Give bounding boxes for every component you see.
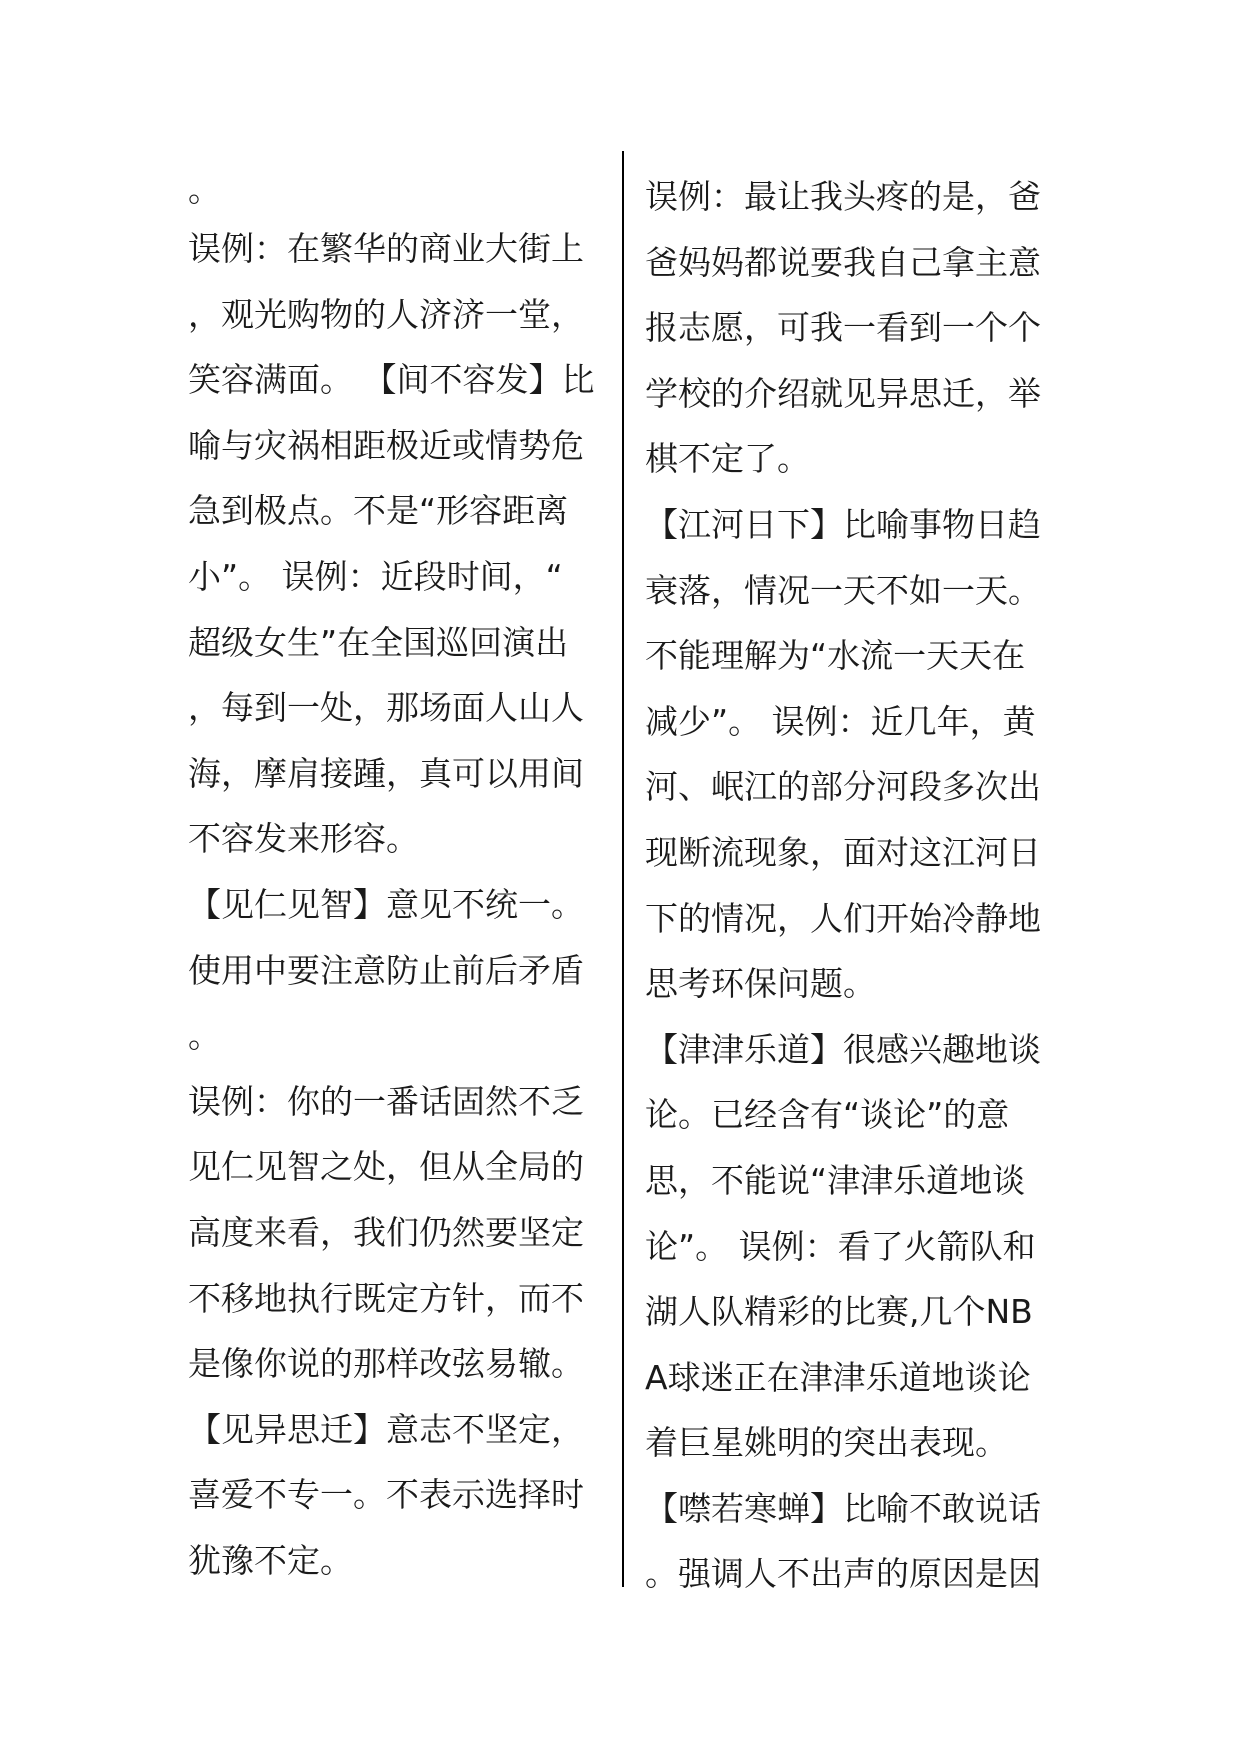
text-line: 笑容满面。 【间不容发】比	[188, 360, 595, 400]
text-line: 急到极点。不是“形容距离	[188, 491, 569, 531]
text-line: 河、岷江的部分河段多次出	[645, 767, 1041, 807]
text-line: 海，摩肩接踵，真可以用间	[188, 753, 584, 793]
text-line: 【江河日下】比喻事物日趋	[645, 504, 1041, 544]
text-line: 学校的介绍就见异思迁，举	[645, 373, 1041, 413]
text-line: 衰落，情况一天不如一天。	[645, 570, 1041, 610]
text-line: 误例：最让我头疼的是，爸	[645, 177, 1041, 216]
text-line: 犹豫不定。	[188, 1540, 353, 1580]
text-line: 思考环保问题。	[645, 964, 876, 1004]
text-line: 小”。 误例：近段时间，“	[188, 556, 563, 596]
text-line: 误例：在繁华的商业大街上	[188, 229, 584, 268]
text-line: 不容发来形容。	[188, 819, 419, 859]
text-line: ，每到一处，那场面人山人	[188, 688, 584, 728]
column-divider	[622, 151, 624, 1587]
text-line: 超级女生”在全国巡回演出	[188, 622, 569, 662]
text-line: 【见仁见智】意见不统一。	[188, 884, 584, 924]
text-line: 。	[188, 1016, 221, 1056]
text-line: 减少”。 误例：近几年，黄	[645, 701, 1036, 741]
text-line: 喜爱不专一。不表示选择时	[188, 1475, 584, 1515]
text-line: ，观光购物的人济济一堂，	[188, 294, 584, 334]
text-line: 棋不定了。	[645, 439, 810, 479]
text-line: 见仁见智之处，但从全局的	[188, 1147, 584, 1187]
text-line: 报志愿，可我一看到一个个	[645, 308, 1041, 348]
text-line: 【见异思迁】意志不坚定，	[188, 1409, 584, 1449]
text-line: 着巨星姚明的突出表现。	[645, 1423, 1008, 1463]
text-line: 湖人队精彩的比赛,几个NB	[645, 1292, 1033, 1332]
text-line: 思，不能说“津津乐道地谈	[645, 1160, 1026, 1200]
text-line: 【津津乐道】很感兴趣地谈	[645, 1029, 1041, 1069]
text-line: 使用中要注意防止前后矛盾	[188, 950, 584, 990]
text-line: 。强调人不出声的原因是因	[645, 1554, 1041, 1594]
text-line: 【噤若寒蝉】比喻不敢说话	[645, 1488, 1041, 1528]
text-line: 论”。 误例：看了火箭队和	[645, 1226, 1036, 1266]
left-text-column	[188, 164, 598, 1593]
text-line: 不能理解为“水流一天天在	[645, 636, 1026, 676]
text-line: 现断流现象，面对这江河日	[645, 832, 1041, 872]
text-line: 论。已经含有“谈论”的意	[645, 1095, 1010, 1135]
text-line: 是像你说的那样改弦易辙。	[188, 1344, 584, 1384]
text-line: 喻与灾祸相距极近或情势危	[188, 425, 584, 465]
right-text-column	[645, 164, 1065, 1607]
text-line: 。	[188, 170, 221, 209]
text-line: 不移地执行既定方针，而不	[188, 1278, 584, 1318]
text-line: 下的情况，人们开始冷静地	[645, 898, 1041, 938]
text-line: 爸妈妈都说要我自己拿主意	[645, 242, 1041, 282]
text-line: A球迷正在津津乐道地谈论	[645, 1357, 1031, 1397]
text-line: 高度来看，我们仍然要坚定	[188, 1212, 584, 1252]
text-line: 误例：你的一番话固然不乏	[188, 1081, 584, 1121]
